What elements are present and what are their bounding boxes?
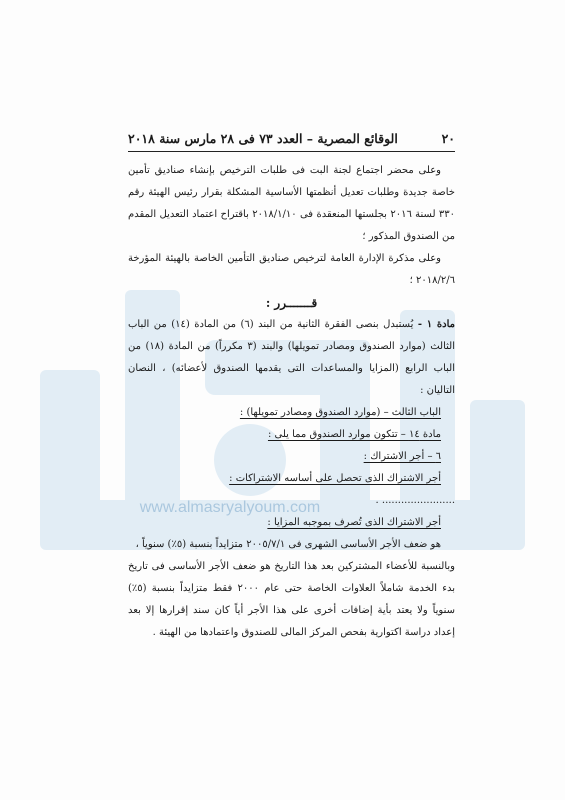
watermark-url: www.almasryalyoum.com xyxy=(139,499,321,516)
item-6-heading: ٦ – أجر الاشتراك : xyxy=(363,451,441,462)
article-14-heading: مادة ١٤ – تتكون موارد الصندوق مما يلى : xyxy=(267,429,441,440)
document-body xyxy=(128,160,455,644)
subscription-basis-heading: أجر الاشتراك الذى تحصل على أساسه الاشتراكات : xyxy=(229,473,441,484)
benefits-paragraph: هو ضعف الأجر الأساسى الشهرى فى ٢٠٠٥/٧/١ متزايداً بنسبة (٥٪) سنوياً ، xyxy=(135,539,441,550)
header-divider xyxy=(128,151,455,152)
article-label: مادة ١ - xyxy=(417,319,455,330)
preamble-paragraph: وعلى محضر اجتماع لجنة البت فى طلبات الترخيص بإنشاء صناديق تأمين خاصة جديدة وطلبات تعديل أنظمتها الأساسية المشكلة بقرار رئيس الهيئة رقم ٣٣٠ لسنة ٢٠١٦ بجلستها المنعقدة فى ٢٠١٨/١/١٠ باقتراح اعتماد التعديل المقدم من الصندوق المذكور ؛ xyxy=(128,165,456,242)
preamble-paragraph: وعلى مذكرة الإدارة العامة لترخيص صناديق التأمين الخاصة بالهيئة المؤرخة ٢٠١٨/٢/٦ ؛ xyxy=(128,253,455,286)
chapter-heading: الباب الثالث – (موارد الصندوق ومصادر تمويلها) : xyxy=(239,407,441,418)
benefits-basis-heading: أجر الاشتراك الذى تُصرف بموجبه المزايا : xyxy=(267,517,441,528)
page-number: ٢٠ xyxy=(441,130,455,146)
decree-heading: قـــــــرر : xyxy=(265,296,318,310)
publication-title: الوقائع المصرية – العدد ٧٣ فى ٢٨ مارس سنة ٢٠١٨ xyxy=(128,130,398,146)
page-header xyxy=(128,128,455,148)
article-text: يُستبدل بنصى الفقرة الثانية من البند (٦) من المادة (١٤) من الباب الثالث (موارد الصندوق ومصادر تمويلها) والبند (٣ مكرراً) من المادة (١٨) من الباب الرابع (المزايا والمساعدات التى يقدمها الصندوق لأعضائه) ، النصان التاليان : xyxy=(128,319,455,396)
article-1 xyxy=(128,314,455,402)
omitted-text-dots: ....................... . xyxy=(375,495,455,506)
benefits-paragraph: وبالنسبة للأعضاء المشتركين بعد هذا التاريخ هو ضعف الأجر الأساسى فى تاريخ بدء الخدمة شاملاً العلاوات الخاصة حتى عام ٢٠٠٠ فقط متزايداً بنسبة (٥٪) سنوياً ولا يعتد بأية إضافات أخرى على هذا الأجر أياً كان سند إقرارها إلا بعد إعداد دراسة اكتوارية بفحص المركز المالى للصندوق واعتمادها من الهيئة . xyxy=(128,561,455,638)
